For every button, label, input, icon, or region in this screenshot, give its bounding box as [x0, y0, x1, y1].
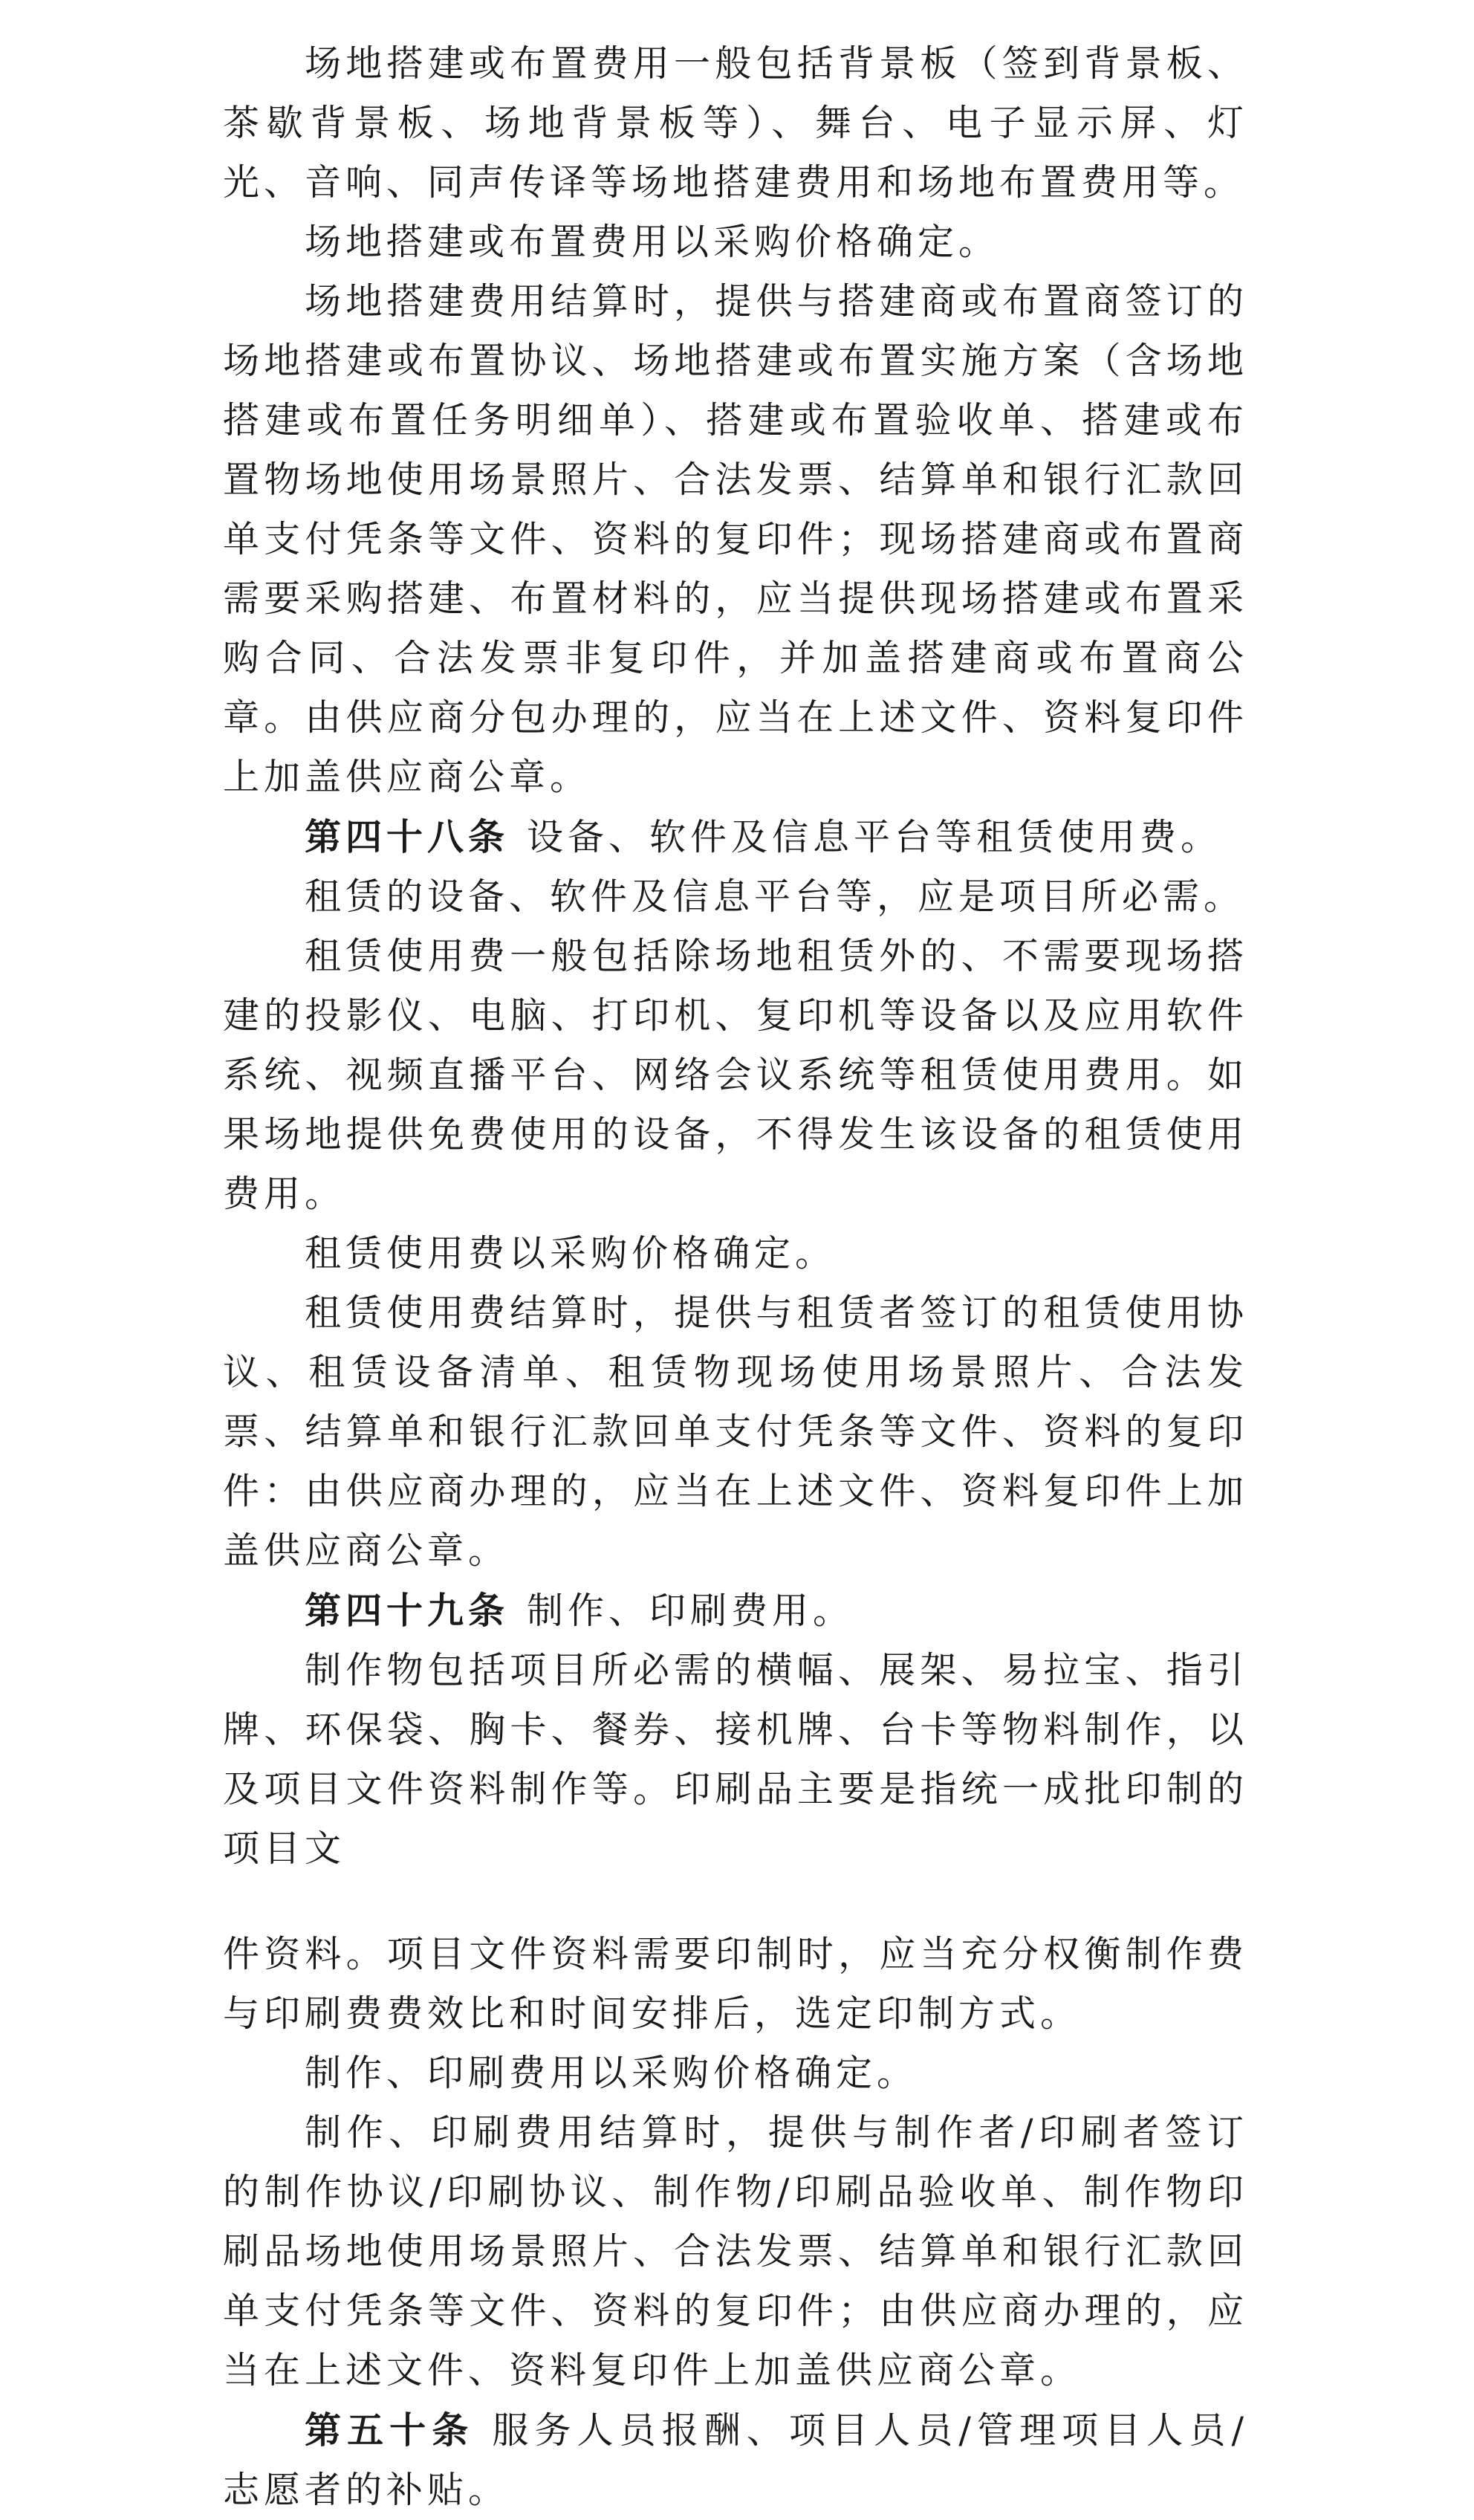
paragraph-text: 租赁使用费结算时，提供与租赁者签订的租赁使用协议、租赁设备清单、租赁物现场使用场景照片、合法发票、结算单和银行汇款回单支付凭条等文件、资料的复印件：由供应商办理的，应当在上述文件、资料复印件上加盖供应商公章。 — [223, 1292, 1248, 1572]
article-title: 制作、印刷费用。 — [527, 1590, 854, 1632]
article-title: 设备、软件及信息平台等租赁使用费。 — [527, 816, 1222, 858]
paragraph-text: 场地搭建或布置费用以采购价格确定。 — [305, 221, 1000, 263]
paragraph — [223, 927, 1248, 1224]
paragraph-text: 租赁的设备、软件及信息平台等，应是项目所必需。 — [305, 875, 1245, 918]
paragraph — [223, 1224, 1248, 1283]
paragraph-text: 制作、印刷费用结算时，提供与制作者/印刷者签订的制作协议/印刷协议、制作物/印刷品验收单、制作物印刷品场地使用场景照片、合法发票、结算单和银行汇款回单支付凭条等文件、资料的复印件；由供应商办理的，应当在上述文件、资料复印件上加盖供应商公章。 — [223, 2111, 1248, 2391]
paragraph — [223, 867, 1248, 927]
document-page — [223, 34, 1248, 2520]
paragraph — [223, 1641, 1248, 1879]
paragraph — [223, 34, 1248, 213]
paragraph-text: 件资料。项目文件资料需要印制时，应当充分权衡制作费与印刷费费效比和时间安排后，选定印制方式。 — [223, 1933, 1248, 2035]
paragraph-text: 租赁使用费以采购价格确定。 — [305, 1232, 837, 1274]
paragraph — [223, 1283, 1248, 1581]
paragraph-text: 制作、印刷费用以采购价格确定。 — [305, 2052, 918, 2094]
article-heading-50 — [223, 2400, 1248, 2520]
article-number: 第四十八条 — [305, 815, 510, 858]
article-number: 第五十条 — [305, 2409, 475, 2452]
paragraph — [223, 272, 1248, 807]
paragraph-continuation — [223, 1925, 1248, 2044]
paragraph-text: 场地搭建或布置费用一般包括背景板（签到背景板、茶歇背景板、场地背景板等）、舞台、电子显示屏、灯光、音响、同声传译等场地搭建费用和场地布置费用等。 — [223, 42, 1248, 204]
article-heading-48 — [223, 807, 1248, 867]
paragraph — [223, 213, 1248, 272]
article-number: 第四十九条 — [305, 1589, 510, 1632]
paragraph-text: 租赁使用费一般包括除场地租赁外的、不需要现场搭建的投影仪、电脑、打印机、复印机等设备以及应用软件系统、视频直播平台、网络会议系统等租赁使用费用。如果场地提供免费使用的设备，不得发生该设备的租赁使用费用。 — [223, 935, 1248, 1215]
paragraph — [223, 2044, 1248, 2103]
paragraph-text: 制作物包括项目所必需的横幅、展架、易拉宝、指引牌、环保袋、胸卡、餐券、接机牌、台卡等物料制作，以及项目文件资料制作等。印刷品主要是指统一成批印制的项目文 — [223, 1649, 1248, 1870]
paragraph-text: 场地搭建费用结算时，提供与搭建商或布置商签订的场地搭建或布置协议、场地搭建或布置实施方案（含场地搭建或布置任务明细单）、搭建或布置验收单、搭建或布置物场地使用场景照片、合法发票、结算单和银行汇款回单支付凭条等文件、资料的复印件；现场搭建商或布置商需要采购搭建、布置材料的，应当提供现场搭建或布置采购合同、合法发票非复印件，并加盖搭建商或布置商公章。由供应商分包办理的，应当在上述文件、资料复印件上加盖供应商公章。 — [223, 280, 1248, 798]
paragraph — [223, 2103, 1248, 2400]
article-heading-49 — [223, 1581, 1248, 1641]
article-title: 服务人员报酬、项目人员/管理项目人员/志愿者的补贴。 — [223, 2409, 1248, 2511]
